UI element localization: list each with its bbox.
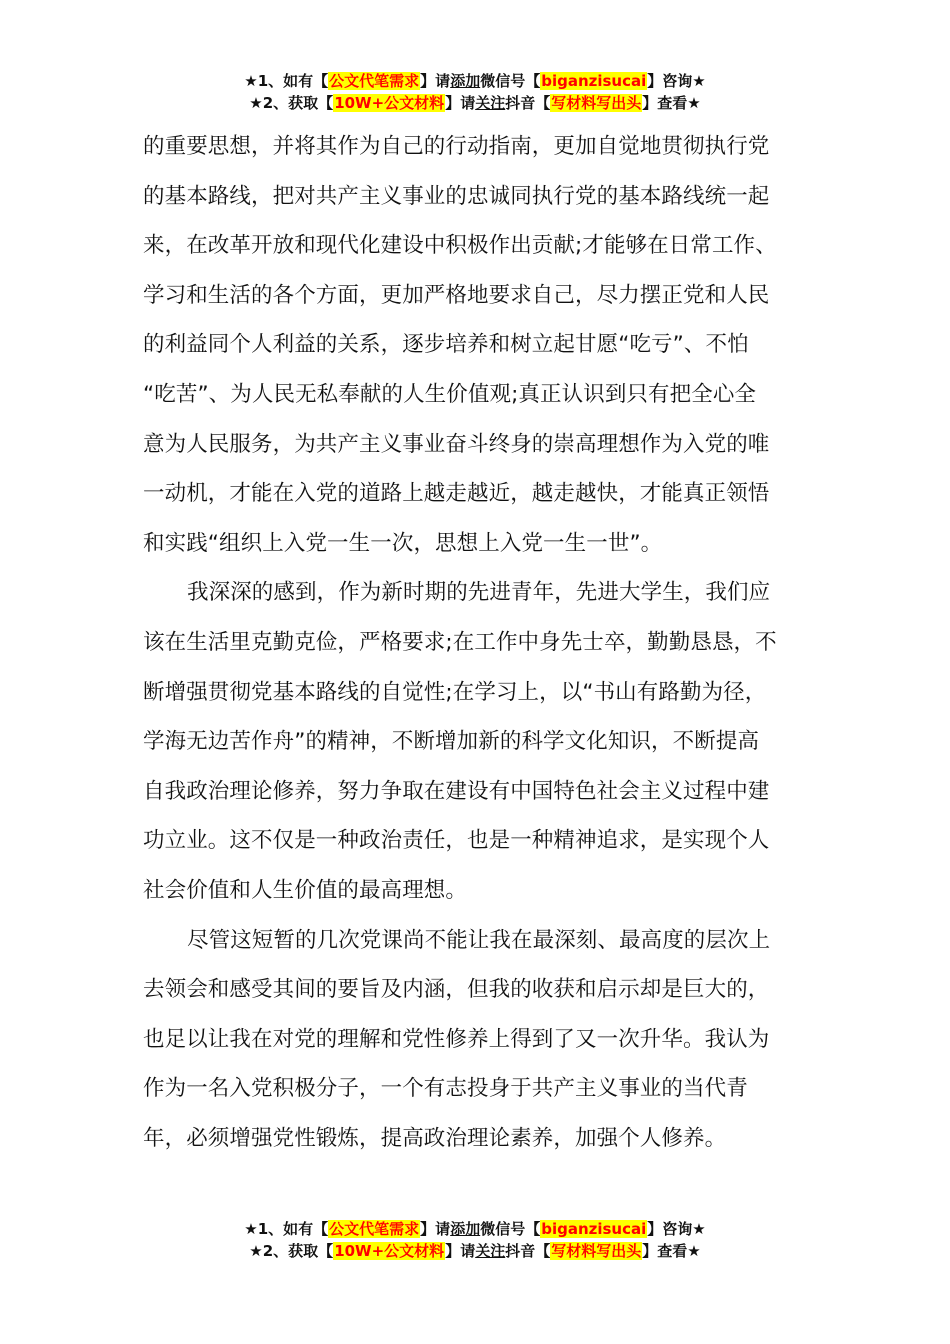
body-line: 该在生活里克勤克俭，严格要求;在工作中身先士卒，勤勤恳恳，不 <box>143 629 777 655</box>
body-line: 自我政治理论修养，努力争取在建设有中国特色社会主义过程中建 <box>143 778 770 804</box>
banner-text: 抖音【 <box>505 1242 551 1260</box>
banner-line-1 <box>0 1218 950 1240</box>
banner-text: 抖音【 <box>505 94 551 112</box>
banner-highlight: 写材料写出头 <box>551 94 642 112</box>
banner-text: 】请 <box>420 72 451 90</box>
footer-banner <box>0 1218 950 1262</box>
body-line: 功立业。这不仅是一种政治责任，也是一种精神追求，是实现个人 <box>143 828 770 854</box>
banner-text: ★2、获取【 <box>249 1242 334 1260</box>
banner-text: 】请 <box>445 1242 476 1260</box>
banner-text: 微信号【 <box>480 72 541 90</box>
body-line: 来，在改革开放和现代化建设中积极作出贡献;才能够在日常工作、 <box>143 233 777 259</box>
body-line: 学习和生活的各个方面，更加严格地要求自己，尽力摆正党和人民 <box>143 282 770 308</box>
banner-underline-text: 添加 <box>450 1220 481 1238</box>
body-line: 的基本路线，把对共产主义事业的忠诚同执行党的基本路线统一起 <box>143 183 770 209</box>
body-line: 也足以让我在对党的理解和党性修养上得到了又一次升华。我认为 <box>143 1026 770 1052</box>
header-banner <box>0 70 950 114</box>
paragraph-start-line: 尽管这短暂的几次党课尚不能让我在最深刻、最高度的层次上 <box>187 927 771 953</box>
banner-highlight: 公文代笔需求 <box>329 72 420 90</box>
banner-line-1 <box>0 70 950 92</box>
banner-text: ★2、获取【 <box>249 94 334 112</box>
banner-text: 微信号【 <box>480 1220 541 1238</box>
banner-text: 】请 <box>445 94 476 112</box>
paragraph-start-line: 我深深的感到，作为新时期的先进青年，先进大学生，我们应 <box>187 580 771 606</box>
banner-text: 】咨询★ <box>647 1220 706 1238</box>
body-line: 和实践“组织上入党一生一次，思想上入党一生一世”。 <box>143 530 663 556</box>
body-line: 年，必须增强党性锻炼，提高政治理论素养，加强个人修养。 <box>143 1125 727 1151</box>
banner-underline-text: 关注 <box>475 94 506 112</box>
banner-highlight: 公文代笔需求 <box>329 1220 420 1238</box>
banner-text: 】请 <box>420 1220 451 1238</box>
banner-text: ★1、如有【 <box>244 72 329 90</box>
banner-highlight: 10W+公文材料 <box>334 94 445 112</box>
body-line: 去领会和感受其间的要旨及内涵，但我的收获和启示却是巨大的， <box>143 977 770 1003</box>
banner-highlight: 写材料写出头 <box>551 1242 642 1260</box>
banner-underline-text: 添加 <box>450 72 481 90</box>
banner-highlight: biganzisucai <box>541 72 647 90</box>
document-body <box>143 122 803 1163</box>
banner-text: 】查看★ <box>642 94 701 112</box>
banner-highlight: 10W+公文材料 <box>334 1242 445 1260</box>
banner-text: 】查看★ <box>642 1242 701 1260</box>
body-line: “吃苦”、为人民无私奉献的人生价值观;真正认识到只有把全心全 <box>143 381 757 407</box>
body-line: 的重要思想，并将其作为自己的行动指南，更加自觉地贯彻执行党 <box>143 134 770 159</box>
banner-line-2 <box>0 92 950 114</box>
body-line: 学海无边苦作舟”的精神，不断增加新的科学文化知识，不断提高 <box>143 729 760 755</box>
banner-text: ★1、如有【 <box>244 1220 329 1238</box>
body-line: 断增强贯彻党基本路线的自觉性;在学习上，以“书山有路勤为径， <box>143 679 767 705</box>
banner-text: 】咨询★ <box>647 72 706 90</box>
banner-underline-text: 关注 <box>475 1242 506 1260</box>
body-line: 社会价值和人生价值的最高理想。 <box>143 877 468 903</box>
banner-highlight: biganzisucai <box>541 1220 647 1238</box>
banner-line-2 <box>0 1240 950 1262</box>
body-line: 意为人民服务，为共产主义事业奋斗终身的崇高理想作为入党的唯 <box>143 431 770 457</box>
body-line: 作为一名入党积极分子，一个有志投身于共产主义事业的当代青 <box>143 1076 748 1102</box>
body-line: 的利益同个人利益的关系，逐步培养和树立起甘愿“吃亏”、不怕 <box>143 332 749 358</box>
body-line: 一动机，才能在入党的道路上越走越近，越走越快，才能真正领悟 <box>143 481 770 507</box>
